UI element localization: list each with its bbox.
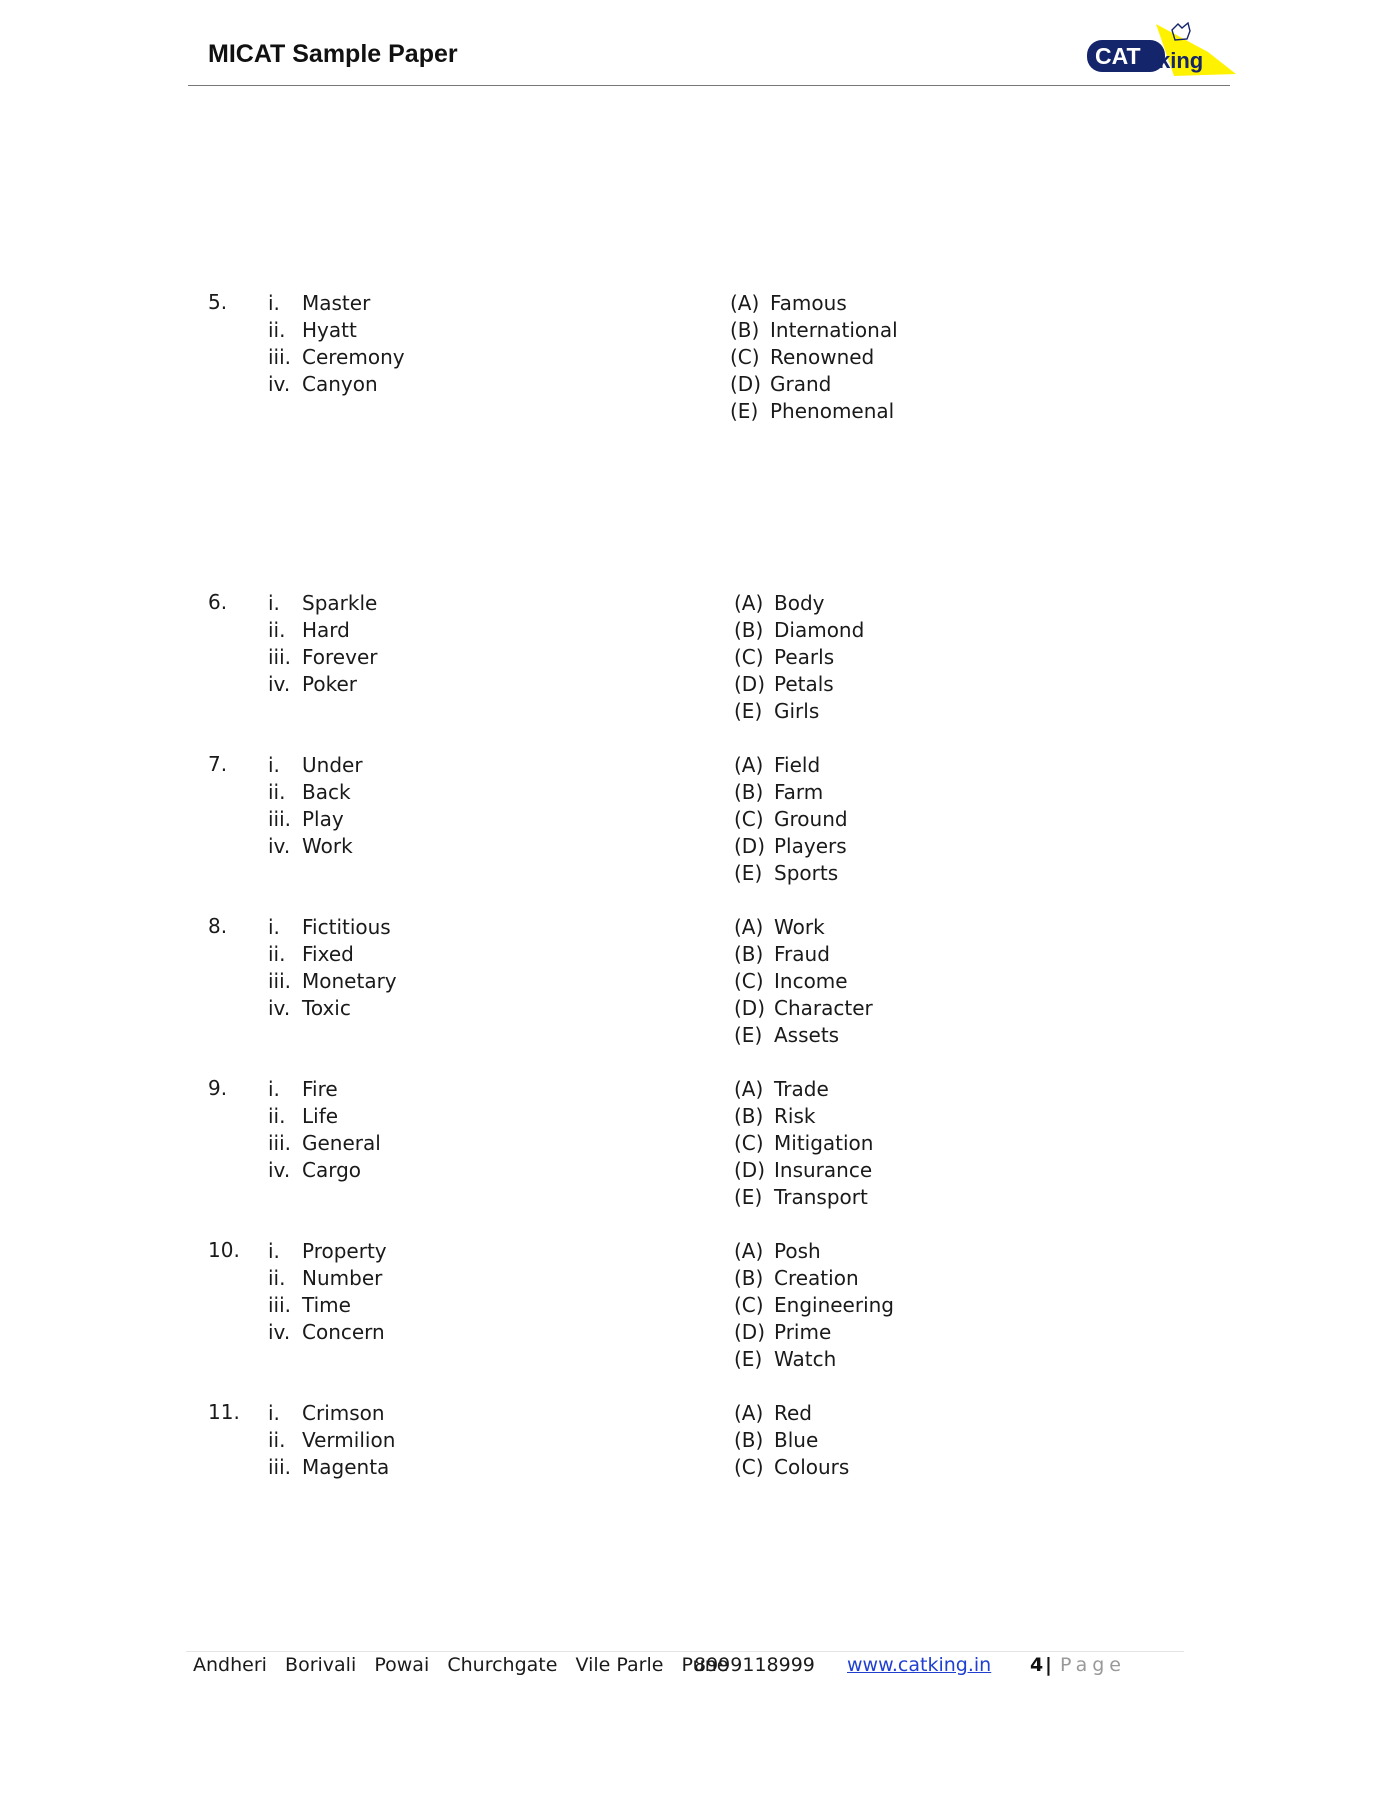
- option-text: Sports: [774, 861, 839, 885]
- option-text: Insurance: [774, 1158, 873, 1182]
- option-letter: (A): [734, 1401, 764, 1425]
- term-numeral: i.: [268, 1239, 280, 1263]
- option-text: Mitigation: [774, 1131, 874, 1155]
- term-numeral: ii.: [268, 1266, 286, 1290]
- term-numeral: ii.: [268, 1104, 286, 1128]
- option-item: [734, 1157, 873, 1184]
- question-options: [734, 590, 864, 725]
- question-options: [734, 914, 873, 1049]
- term-item: [268, 806, 363, 833]
- option-item: [734, 860, 848, 887]
- option-text: Body: [774, 591, 825, 615]
- website-link[interactable]: www.catking.in: [847, 1654, 992, 1676]
- option-letter: (D): [734, 672, 766, 696]
- option-item: [734, 1292, 894, 1319]
- option-letter: (C): [734, 1455, 764, 1479]
- term-text: Cargo: [302, 1158, 362, 1182]
- option-text: Engineering: [774, 1293, 894, 1317]
- question-number: 9.: [208, 1076, 228, 1100]
- option-text: Grand: [770, 372, 832, 396]
- option-item: [734, 914, 873, 941]
- option-text: Blue: [774, 1428, 819, 1452]
- option-text: Phenomenal: [770, 399, 895, 423]
- option-letter: (D): [734, 1158, 766, 1182]
- term-text: Work: [302, 834, 353, 858]
- option-text: Creation: [774, 1266, 859, 1290]
- option-text: Assets: [774, 1023, 840, 1047]
- option-letter: (D): [734, 834, 766, 858]
- term-numeral: iii.: [268, 1131, 292, 1155]
- option-letter: (B): [734, 1266, 764, 1290]
- term-numeral: ii.: [268, 942, 286, 966]
- option-item: [734, 752, 848, 779]
- term-item: [268, 371, 405, 398]
- option-item: [730, 371, 898, 398]
- term-text: Fictitious: [302, 915, 391, 939]
- option-letter: (E): [734, 861, 763, 885]
- term-item: [268, 752, 363, 779]
- option-item: [734, 590, 864, 617]
- term-text: Magenta: [302, 1455, 390, 1479]
- term-item: [268, 1292, 387, 1319]
- option-text: Income: [774, 969, 848, 993]
- option-item: [734, 698, 864, 725]
- term-item: [268, 995, 397, 1022]
- term-text: Hyatt: [302, 318, 357, 342]
- term-numeral: i.: [268, 1077, 280, 1101]
- term-item: [268, 590, 377, 617]
- option-letter: (D): [730, 372, 762, 396]
- term-text: Canyon: [302, 372, 378, 396]
- term-text: Life: [302, 1104, 339, 1128]
- catking-logo: [1086, 16, 1236, 80]
- option-letter: (A): [734, 591, 764, 615]
- term-numeral: iii.: [268, 969, 292, 993]
- term-item: [268, 1076, 381, 1103]
- option-item: [734, 1427, 849, 1454]
- option-text: Fraud: [774, 942, 830, 966]
- term-numeral: iv.: [268, 834, 291, 858]
- option-item: [730, 398, 898, 425]
- term-numeral: i.: [268, 591, 280, 615]
- option-text: Farm: [774, 780, 824, 804]
- option-letter: (B): [730, 318, 760, 342]
- term-numeral: i.: [268, 753, 280, 777]
- term-item: [268, 617, 377, 644]
- page-number: 4: [1030, 1654, 1044, 1676]
- question-options: [734, 752, 848, 887]
- option-text: Players: [774, 834, 847, 858]
- term-item: [268, 1103, 381, 1130]
- option-letter: (E): [734, 1023, 763, 1047]
- option-item: [734, 806, 848, 833]
- term-text: Time: [302, 1293, 351, 1317]
- option-item: [734, 644, 864, 671]
- term-numeral: ii.: [268, 318, 286, 342]
- term-numeral: iii.: [268, 1293, 292, 1317]
- option-item: [734, 1400, 849, 1427]
- term-numeral: ii.: [268, 618, 286, 642]
- term-numeral: iii.: [268, 807, 292, 831]
- question-number: 8.: [208, 914, 228, 938]
- question-options: [734, 1400, 849, 1481]
- term-numeral: iv.: [268, 372, 291, 396]
- option-text: Watch: [774, 1347, 837, 1371]
- option-letter: (E): [734, 1185, 763, 1209]
- logo-text-cat: CAT: [1095, 43, 1141, 69]
- term-numeral: iv.: [268, 1158, 291, 1182]
- question-terms: [268, 290, 405, 398]
- page-separator: |: [1045, 1654, 1052, 1676]
- term-numeral: iii.: [268, 645, 292, 669]
- page-label: Page: [1060, 1654, 1126, 1676]
- term-numeral: iii.: [268, 345, 292, 369]
- option-text: Character: [774, 996, 873, 1020]
- option-text: Renowned: [770, 345, 875, 369]
- term-text: Forever: [302, 645, 378, 669]
- term-text: Crimson: [302, 1401, 385, 1425]
- option-text: Girls: [774, 699, 820, 723]
- footer-phone: 8999118999: [694, 1654, 815, 1676]
- question-terms: [268, 752, 363, 860]
- option-text: Ground: [774, 807, 848, 831]
- option-item: [734, 617, 864, 644]
- option-letter: (B): [734, 1104, 764, 1128]
- option-text: Trade: [774, 1077, 829, 1101]
- term-item: [268, 941, 397, 968]
- crown-icon: [1172, 23, 1190, 40]
- option-text: Work: [774, 915, 825, 939]
- option-letter: (C): [734, 807, 764, 831]
- term-numeral: i.: [268, 915, 280, 939]
- option-item: [734, 1454, 849, 1481]
- term-item: [268, 1130, 381, 1157]
- option-letter: (C): [734, 1293, 764, 1317]
- term-numeral: i.: [268, 1401, 280, 1425]
- term-text: Vermilion: [302, 1428, 396, 1452]
- term-numeral: i.: [268, 291, 280, 315]
- term-item: [268, 290, 405, 317]
- option-item: [734, 779, 848, 806]
- option-item: [734, 1238, 894, 1265]
- header-divider: [188, 85, 1230, 86]
- question-terms: [268, 914, 397, 1022]
- footer-locations: Andheri Borivali Powai Churchgate Vile Parle Pune: [193, 1654, 729, 1676]
- term-numeral: iv.: [268, 1320, 291, 1344]
- option-text: Prime: [774, 1320, 832, 1344]
- option-text: International: [770, 318, 898, 342]
- page-title: MICAT Sample Paper: [208, 40, 458, 68]
- option-letter: (C): [734, 969, 764, 993]
- term-text: Sparkle: [302, 591, 378, 615]
- term-item: [268, 317, 405, 344]
- option-letter: (B): [734, 942, 764, 966]
- option-item: [730, 317, 898, 344]
- option-item: [730, 290, 898, 317]
- option-letter: (A): [734, 1077, 764, 1101]
- option-text: Colours: [774, 1455, 850, 1479]
- option-item: [734, 833, 848, 860]
- option-item: [734, 1076, 873, 1103]
- question-options: [730, 290, 898, 425]
- question-number: 5.: [208, 290, 228, 314]
- term-item: [268, 1454, 395, 1481]
- term-text: Fixed: [302, 942, 354, 966]
- logo-text-king: king: [1158, 48, 1204, 73]
- option-letter: (A): [730, 291, 760, 315]
- term-text: Back: [302, 780, 351, 804]
- option-letter: (A): [734, 915, 764, 939]
- term-item: [268, 833, 363, 860]
- term-item: [268, 671, 377, 698]
- option-letter: (C): [730, 345, 760, 369]
- option-letter: (B): [734, 618, 764, 642]
- term-numeral: iii.: [268, 1455, 292, 1479]
- term-text: Play: [302, 807, 344, 831]
- term-text: General: [302, 1131, 381, 1155]
- term-item: [268, 1157, 381, 1184]
- term-numeral: iv.: [268, 672, 291, 696]
- question-number: 11.: [208, 1400, 240, 1424]
- term-text: Poker: [302, 672, 357, 696]
- option-text: Posh: [774, 1239, 821, 1263]
- question-options: [734, 1238, 894, 1373]
- question-number: 6.: [208, 590, 228, 614]
- option-letter: (D): [734, 996, 766, 1020]
- question-terms: [268, 1238, 387, 1346]
- option-letter: (D): [734, 1320, 766, 1344]
- term-text: Hard: [302, 618, 350, 642]
- term-numeral: iv.: [268, 996, 291, 1020]
- option-item: [734, 1319, 894, 1346]
- option-letter: (B): [734, 780, 764, 804]
- option-item: [734, 671, 864, 698]
- term-text: Number: [302, 1266, 383, 1290]
- term-item: [268, 914, 397, 941]
- option-item: [734, 1346, 894, 1373]
- option-text: Red: [774, 1401, 812, 1425]
- term-text: Fire: [302, 1077, 338, 1101]
- question-terms: [268, 1400, 395, 1481]
- option-letter: (E): [734, 1347, 763, 1371]
- term-item: [268, 1427, 395, 1454]
- option-item: [734, 1103, 873, 1130]
- term-item: [268, 1238, 387, 1265]
- option-text: Pearls: [774, 645, 835, 669]
- option-item: [734, 941, 873, 968]
- option-text: Transport: [774, 1185, 868, 1209]
- option-text: Petals: [774, 672, 834, 696]
- term-text: Concern: [302, 1320, 385, 1344]
- option-item: [734, 1130, 873, 1157]
- term-item: [268, 644, 377, 671]
- term-text: Monetary: [302, 969, 397, 993]
- option-text: Famous: [770, 291, 847, 315]
- option-text: Field: [774, 753, 821, 777]
- option-letter: (C): [734, 645, 764, 669]
- term-text: Ceremony: [302, 345, 405, 369]
- option-item: [734, 1184, 873, 1211]
- option-item: [730, 344, 898, 371]
- term-numeral: ii.: [268, 780, 286, 804]
- option-text: Diamond: [774, 618, 865, 642]
- option-letter: (E): [730, 399, 759, 423]
- term-item: [268, 344, 405, 371]
- question-number: 7.: [208, 752, 228, 776]
- term-item: [268, 779, 363, 806]
- term-numeral: ii.: [268, 1428, 286, 1452]
- term-text: Master: [302, 291, 371, 315]
- option-letter: (B): [734, 1428, 764, 1452]
- question-terms: [268, 590, 377, 698]
- term-item: [268, 1400, 395, 1427]
- term-text: Toxic: [302, 996, 351, 1020]
- term-item: [268, 1319, 387, 1346]
- term-text: Property: [302, 1239, 387, 1263]
- question-number: 10.: [208, 1238, 240, 1262]
- option-letter: (A): [734, 1239, 764, 1263]
- option-text: Risk: [774, 1104, 816, 1128]
- term-text: Under: [302, 753, 363, 777]
- term-item: [268, 1265, 387, 1292]
- question-options: [734, 1076, 873, 1211]
- question-terms: [268, 1076, 381, 1184]
- option-letter: (E): [734, 699, 763, 723]
- option-item: [734, 995, 873, 1022]
- option-item: [734, 1022, 873, 1049]
- option-letter: (C): [734, 1131, 764, 1155]
- option-letter: (A): [734, 753, 764, 777]
- option-item: [734, 1265, 894, 1292]
- term-item: [268, 968, 397, 995]
- option-item: [734, 968, 873, 995]
